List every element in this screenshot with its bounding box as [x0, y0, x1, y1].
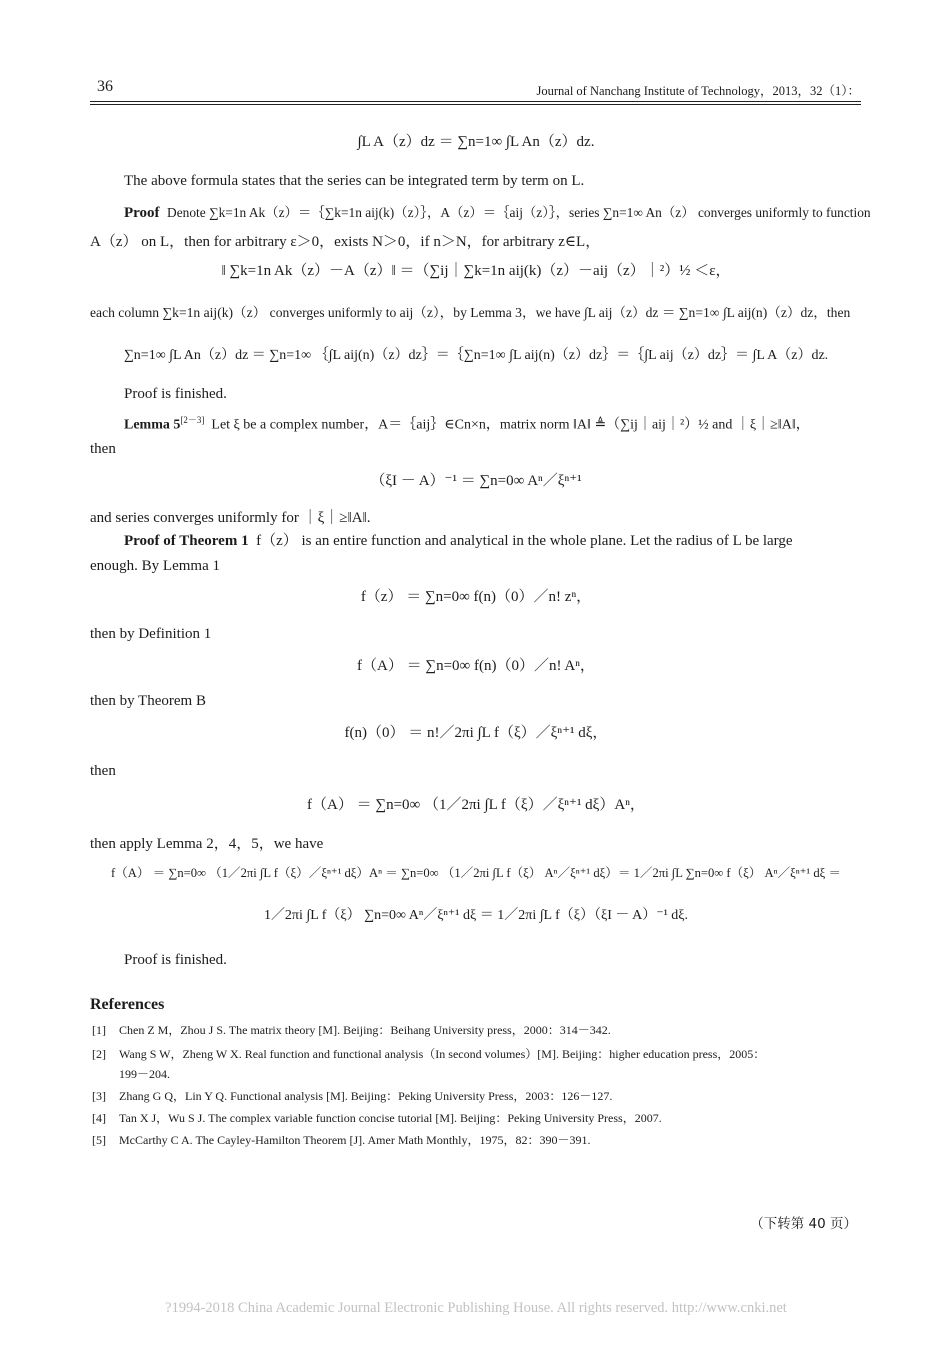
reference-text: Wang S W，Zheng W X. Real function and functional analysis（In second volumes）[M]. Beijing：higher education press，2005： [119, 1047, 766, 1061]
proof-label: Proof [124, 205, 160, 221]
enough-line: enough. By Lemma 1 [90, 558, 220, 574]
header-rule [90, 101, 861, 102]
running-header: Journal of Nanchang Institute of Technology，2013，32（1）： [536, 84, 860, 98]
then-theorem-b-line: then by Theorem B [90, 693, 206, 709]
reference-item [92, 1087, 612, 1104]
reference-number: [5] [92, 1133, 106, 1147]
reference-item [92, 1131, 591, 1148]
reference-text: Tan X J，Wu S J. The complex variable function concise tutorial [M]. Beijing：Peking University Press，2007. [119, 1111, 662, 1125]
reference-item [92, 1021, 611, 1038]
reference-number: [3] [92, 1089, 106, 1103]
paragraph-each-column: each column ∑k=1n aij(k)（z） converges uniformly to aij（z），by Lemma 3，we have ∫L aij（z）dz ＝ ∑n=1∞ ∫L aij(n)（z）dz，then [90, 305, 851, 320]
equation-7: f(n)（0） ＝ n!／2πi ∫L f（ξ）／ξⁿ⁺¹ dξ， [344, 725, 608, 741]
apply-lemma-line: then apply Lemma 2，4，5，we have [90, 836, 324, 852]
proof-text: Denote ∑k=1n Ak（z）＝｛∑k=1n aij(k)（z）｝，A（z）＝｛aij（z）｝，series ∑n=1∞ An（z） converges uniformly to function [167, 205, 871, 220]
page-number: 36 [97, 78, 113, 95]
lemma-5-text: Let ξ be a complex number，A＝｛aij｝∈Cn×n，matrix norm ‖A‖ ≜（∑ij｜aij｜²）½ and ｜ξ｜≥‖A‖， [211, 417, 810, 433]
paragraph-line: The above formula states that the series can be integrated term by term on L. [124, 173, 585, 189]
reference-text: Zhang G Q，Lin Y Q. Functional analysis [M]. Beijing：Peking University Press，2003：126－127. [119, 1089, 613, 1103]
lemma-5-label: Lemma 5 [124, 417, 181, 433]
series-line: and series converges uniformly for ｜ξ｜≥‖A‖. [90, 510, 371, 526]
copyright-footer: ?1994-2018 China Academic Journal Electronic Publishing House. All rights reserved. http://www.cnki.net [165, 1300, 787, 1316]
proof-paragraph [124, 204, 871, 222]
lemma-5-paragraph [124, 415, 810, 434]
theorem-1-label: Proof of Theorem 1 [124, 533, 249, 549]
reference-number: [4] [92, 1111, 106, 1125]
reference-text: McCarthy C A. The Cayley-Hamilton Theorem [J]. Amer Math Monthly，1975，82：390－391. [119, 1133, 591, 1147]
equation-9: f（A） ＝ ∑n=0∞ （1／2πi ∫L f（ξ）／ξⁿ⁺¹ dξ）Aⁿ ＝ ∑n=0∞ （1／2πi ∫L f（ξ） Aⁿ／ξⁿ⁺¹ dξ）＝ 1／2πi ∫L ∑n=0∞ f（ξ） Aⁿ／ξⁿ⁺¹ dξ ＝ [110, 866, 841, 880]
equation-5: f（z） ＝ ∑n=0∞ f(n)（0）／n! zⁿ， [360, 589, 592, 605]
reference-item [92, 1109, 662, 1126]
theorem-1-text: f（z） is an entire function and analytical in the whole plane. Let the radius of L be large [256, 533, 793, 549]
header-rule-thin [90, 104, 861, 105]
reference-number: [1] [92, 1023, 106, 1037]
equation-8: f（A） ＝ ∑n=0∞ （1／2πi ∫L f（ξ）／ξⁿ⁺¹ dξ）Aⁿ， [307, 797, 645, 813]
reference-continuation: 199－204. [119, 1067, 171, 1081]
equation-10: 1／2πi ∫L f（ξ） ∑n=0∞ Aⁿ／ξⁿ⁺¹ dξ ＝ 1／2πi ∫L f（ξ）（ξI － A）⁻¹ dξ. [263, 908, 689, 923]
proof-finished-1: Proof is finished. [124, 386, 227, 402]
then-definition-line: then by Definition 1 [90, 626, 212, 642]
then-line-2: then [90, 763, 116, 779]
theorem-1-paragraph [124, 532, 793, 550]
equation-3: ∑n=1∞ ∫L An（z）dz ＝ ∑n=1∞ ｛∫L aij(n)（z）dz｝＝｛∑n=1∞ ∫L aij(n)（z）dz｝＝｛∫L aij（z）dz｝＝ ∫L A（z）dz. [123, 348, 829, 363]
equation-4: （ξI － A）⁻¹ ＝ ∑n=0∞ Aⁿ／ξⁿ⁺¹ [370, 473, 582, 489]
reference-item [92, 1045, 765, 1062]
continued-note: （下转第 40 页） [750, 1216, 857, 1232]
equation-1: ∫L A（z）dz ＝ ∑n=1∞ ∫L An（z）dz. [357, 134, 595, 150]
proof-finished-2: Proof is finished. [124, 952, 227, 968]
references-heading: References [90, 996, 165, 1013]
reference-number: [2] [92, 1047, 106, 1061]
proof-line-2: A（z） on L，then for arbitrary ε＞0，exists N＞0，if n＞N，for arbitrary z∈L， [90, 234, 601, 250]
citation: [2－3] [180, 415, 205, 425]
equation-6: f（A） ＝ ∑n=0∞ f(n)（0）／n! Aⁿ， [357, 658, 595, 674]
then-line: then [90, 441, 116, 457]
equation-2: ‖ ∑k=1n Ak（z）－A（z）‖ ＝（∑ij｜∑k=1n aij(k)（z）－aij（z）｜²）½ ＜ε， [221, 263, 731, 279]
reference-text: Chen Z M，Zhou J S. The matrix theory [M]. Beijing：Beihang University press，2000：314－342. [119, 1023, 611, 1037]
